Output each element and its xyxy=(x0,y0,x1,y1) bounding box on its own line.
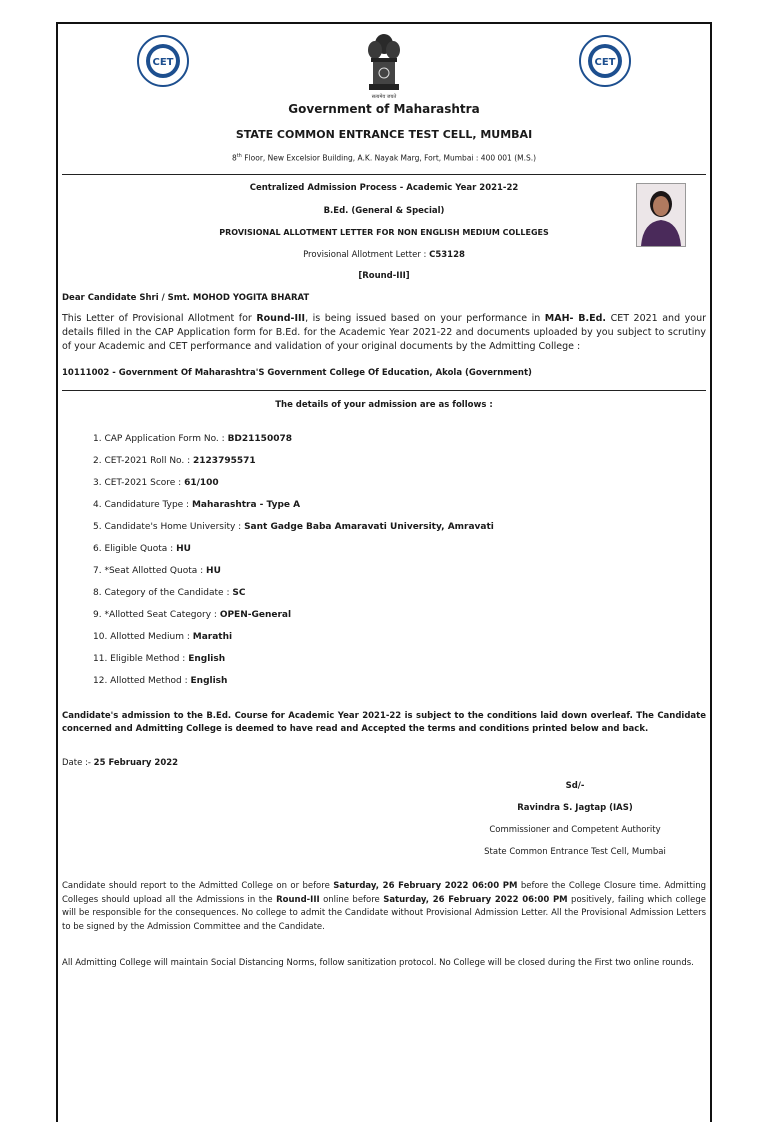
report-text-c: before the College Closure time. Admitting Colleges should upload all the Admissions in the xyxy=(62,881,707,905)
intro-round: Round-III xyxy=(256,313,306,324)
detail-value: 2123795571 xyxy=(193,456,256,466)
round-label: [Round-III] xyxy=(358,271,410,281)
process-line: Centralized Admission Process - Academic Year 2021-22 xyxy=(249,183,519,193)
address-sup: th xyxy=(236,153,242,159)
detail-row xyxy=(93,566,221,576)
detail-value: SC xyxy=(232,588,246,598)
detail-row xyxy=(93,610,291,620)
course-line: B.Ed. (General & Special) xyxy=(323,206,445,216)
detail-row xyxy=(93,654,225,664)
detail-label: 3. CET-2021 Score : xyxy=(93,478,185,488)
report-deadline-1: Saturday, 26 February 2022 06:00 PM xyxy=(333,881,518,891)
detail-value: HU xyxy=(206,566,221,576)
detail-row xyxy=(93,632,232,642)
distancing-paragraph: All Admitting College will maintain Social Distancing Norms, follow sanitization protocol. No College will be closed during the First two online rounds. xyxy=(62,958,694,968)
detail-row xyxy=(93,522,494,532)
date-label: Date :- xyxy=(62,758,94,768)
report-text-a: Candidate should report to the Admitted College on or before xyxy=(62,881,334,891)
address-post: Floor, New Excelsior Building, A.K. Nayak Marg, Fort, Mumbai : 400 001 (M.S.) xyxy=(241,153,537,163)
detail-value: Maharashtra - Type A xyxy=(191,500,301,510)
college-name: 10111002 - Government Of Maharashtra'S Government College Of Education, Akola (Government) xyxy=(62,368,532,378)
detail-value: 61/100 xyxy=(184,478,219,488)
detail-label: 2. CET-2021 Roll No. : xyxy=(93,456,194,466)
detail-label: 10. Allotted Medium : xyxy=(93,632,193,642)
letter-number xyxy=(150,250,618,260)
emblem-motto: सत्यमेव जयते xyxy=(371,94,397,100)
detail-value: Sant Gadge Baba Amaravati University, Amravati xyxy=(244,522,494,532)
detail-value: Marathi xyxy=(192,632,233,642)
detail-value: BD21150078 xyxy=(227,434,292,444)
intro-text-3: CET 2021 and your details filled in the CAP Application form for B.Ed. for the Academic Year 2021-22 and documents uploaded by you subject to scrutiny of your Academic and CET performance and validation of your original documents by the Admitting College : xyxy=(62,313,706,352)
signatory-office: State Common Entrance Test Cell, Mumbai xyxy=(484,847,666,857)
candidate-photo xyxy=(636,183,686,247)
detail-value: English xyxy=(190,676,228,686)
detail-label: 12. Allotted Method : xyxy=(93,676,191,686)
cell-title: STATE COMMON ENTRANCE TEST CELL, MUMBAI xyxy=(235,128,533,141)
detail-row xyxy=(93,544,191,554)
detail-label: 9. *Allotted Seat Category : xyxy=(93,610,220,620)
detail-label: 8. Category of the Candidate : xyxy=(93,588,233,598)
gov-title: Government of Maharashtra xyxy=(288,102,480,116)
detail-label: 7. *Seat Allotted Quota : xyxy=(93,566,207,576)
right-logo-text: CET xyxy=(594,57,616,68)
detail-label: 1. CAP Application Form No. : xyxy=(93,434,228,444)
intro-text-2: , is being issued based on your performance in xyxy=(305,313,545,324)
state-emblem xyxy=(361,30,407,100)
detail-row xyxy=(93,478,219,488)
signature-sd: Sd/- xyxy=(565,781,585,791)
address-pre: 8 xyxy=(231,153,237,163)
detail-row xyxy=(93,434,292,444)
intro-text-1: This Letter of Provisional Allotment for xyxy=(62,313,257,324)
detail-label: 11. Eligible Method : xyxy=(93,654,189,664)
signatory-name: Ravindra S. Jagtap (IAS) xyxy=(517,803,633,813)
detail-row xyxy=(93,588,245,598)
report-round: Round-III xyxy=(276,894,320,905)
letter-number-label: Provisional Allotment Letter : xyxy=(303,250,430,260)
details-heading: The details of your admission are as follows : xyxy=(275,400,493,410)
cet-logo-left xyxy=(137,35,189,87)
detail-label: 6. Eligible Quota : xyxy=(93,544,177,554)
date-value: 25 February 2022 xyxy=(93,758,179,768)
header-divider xyxy=(62,174,706,175)
left-logo-text: CET xyxy=(152,57,174,68)
conditions-text: Candidate's admission to the B.Ed. Course for Academic Year 2021-22 is subject to the conditions laid down overleaf. The Candidate concerned and Admitting College is deemed to have read and Accepted the terms and conditions printed below and back. xyxy=(62,711,706,734)
report-deadline-2: Saturday, 26 February 2022 06:00 PM xyxy=(383,894,568,905)
address xyxy=(62,153,706,163)
detail-value: OPEN-General xyxy=(219,610,292,620)
report-text-g: positively, failing which college will be responsible for the consequences. No college to admit the Candidate without Provisional Admission Letter. All the Provisional Admission Letters to be signed by the Admission Committee and the Candidate. xyxy=(62,894,707,932)
detail-row xyxy=(93,500,300,510)
salutation: Dear Candidate Shri / Smt. MOHOD YOGITA BHARAT xyxy=(62,293,310,303)
detail-row xyxy=(93,676,227,686)
report-paragraph xyxy=(62,880,706,934)
letter-heading: PROVISIONAL ALLOTMENT LETTER FOR NON ENGLISH MEDIUM COLLEGES xyxy=(219,228,549,237)
details-divider xyxy=(62,390,706,391)
cet-logo-right xyxy=(579,35,631,87)
detail-row xyxy=(93,456,256,466)
intro-exam: MAH- B.Ed. xyxy=(544,313,607,324)
report-text-e: online before xyxy=(319,894,384,905)
letter-number-value: C53128 xyxy=(429,250,465,260)
signatory-title: Commissioner and Competent Authority xyxy=(489,825,661,835)
detail-value: English xyxy=(188,654,226,664)
detail-value: HU xyxy=(176,544,191,554)
detail-label: 5. Candidate's Home University : xyxy=(93,522,245,532)
detail-label: 4. Candidature Type : xyxy=(93,500,192,510)
intro-paragraph xyxy=(62,312,706,354)
date-line xyxy=(62,758,178,768)
